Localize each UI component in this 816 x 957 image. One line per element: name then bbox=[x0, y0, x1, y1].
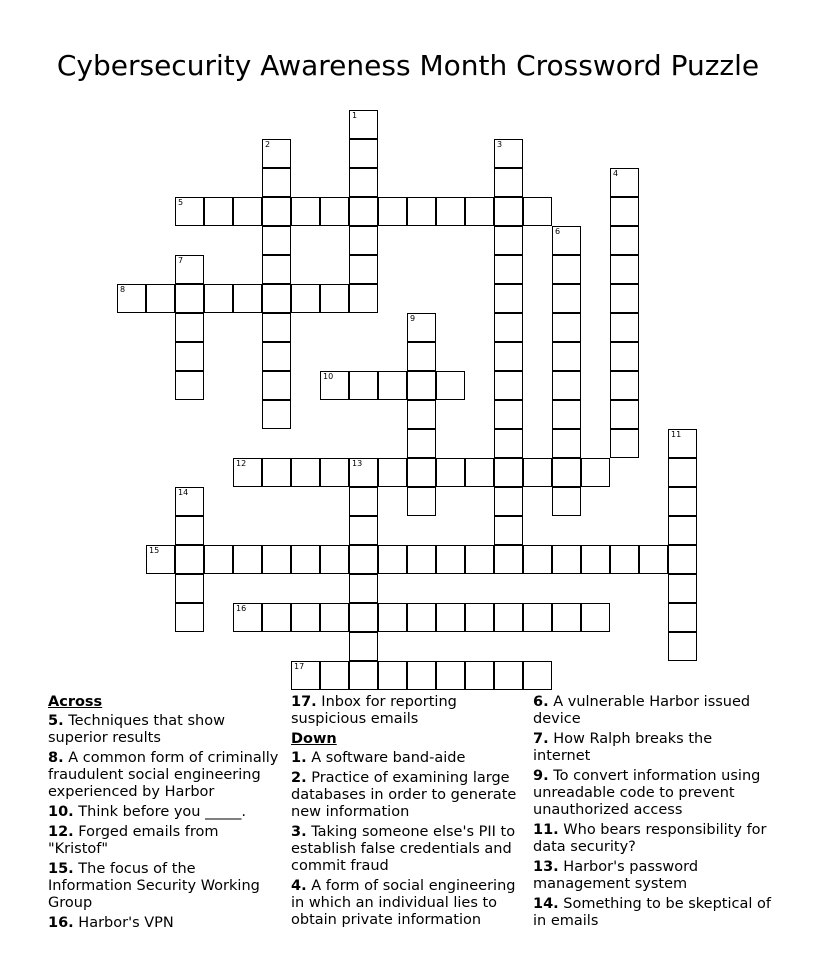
clue-number: 12 bbox=[236, 459, 247, 468]
crossword-cell[interactable] bbox=[523, 545, 552, 574]
crossword-cell[interactable] bbox=[262, 313, 291, 342]
crossword-cell[interactable] bbox=[349, 139, 378, 168]
clue-number: 8 bbox=[120, 285, 126, 294]
crossword-cell[interactable] bbox=[465, 458, 494, 487]
crossword-cell[interactable] bbox=[349, 168, 378, 197]
clue-across-16: 16. Harbor's VPN bbox=[48, 915, 174, 931]
crossword-cell[interactable] bbox=[175, 545, 204, 574]
crossword-cell[interactable] bbox=[407, 400, 436, 429]
crossword-cell[interactable] bbox=[436, 371, 465, 400]
clue-number: 14 bbox=[178, 488, 189, 497]
crossword-cell[interactable] bbox=[175, 342, 204, 371]
crossword-cell[interactable] bbox=[494, 284, 523, 313]
crossword-cell[interactable] bbox=[465, 545, 494, 574]
crossword-cell[interactable] bbox=[552, 371, 581, 400]
crossword-cell[interactable] bbox=[291, 545, 320, 574]
crossword-cell[interactable] bbox=[349, 603, 378, 632]
crossword-cell[interactable] bbox=[320, 458, 349, 487]
clue-down-13: 13. Harbor's password management system bbox=[533, 859, 699, 892]
crossword-cell[interactable] bbox=[494, 516, 523, 545]
clues-column-2 bbox=[291, 694, 517, 932]
clue-number: 2 bbox=[265, 140, 271, 149]
crossword-cell[interactable] bbox=[552, 545, 581, 574]
clue-number: 15 bbox=[149, 546, 160, 555]
clues-column-1 bbox=[48, 694, 280, 935]
crossword-cell[interactable] bbox=[494, 661, 523, 690]
crossword-cell[interactable] bbox=[668, 458, 697, 487]
crossword-cell[interactable] bbox=[610, 429, 639, 458]
crossword-cell[interactable] bbox=[378, 458, 407, 487]
page-title: Cybersecurity Awareness Month Crossword Puzzle bbox=[56, 49, 760, 82]
crossword-cell[interactable] bbox=[465, 197, 494, 226]
crossword-cell[interactable] bbox=[349, 458, 378, 487]
crossword-cell[interactable] bbox=[494, 545, 523, 574]
crossword-cell[interactable] bbox=[262, 371, 291, 400]
crossword-cell[interactable] bbox=[175, 197, 204, 226]
crossword-cell[interactable] bbox=[552, 226, 581, 255]
clue-across-15: 15. The focus of the Information Security Working Group bbox=[48, 861, 260, 911]
crossword-cell[interactable] bbox=[233, 197, 262, 226]
crossword-cell[interactable] bbox=[552, 255, 581, 284]
crossword-cell[interactable] bbox=[668, 545, 697, 574]
clue-across-10: 10. Think before you _____. bbox=[48, 804, 246, 820]
crossword-cell[interactable] bbox=[175, 574, 204, 603]
crossword-cell[interactable] bbox=[378, 661, 407, 690]
crossword-cell[interactable] bbox=[610, 226, 639, 255]
crossword-cell[interactable] bbox=[407, 313, 436, 342]
crossword-cell[interactable] bbox=[262, 139, 291, 168]
crossword-cell[interactable] bbox=[552, 342, 581, 371]
across-heading: Across bbox=[48, 694, 103, 710]
crossword-cell[interactable] bbox=[581, 545, 610, 574]
crossword-cell[interactable] bbox=[552, 313, 581, 342]
crossword-cell[interactable] bbox=[668, 429, 697, 458]
crossword-cell[interactable] bbox=[610, 313, 639, 342]
crossword-cell[interactable] bbox=[291, 458, 320, 487]
clue-number: 11 bbox=[671, 430, 682, 439]
clue-across-8: 8. A common form of criminally fraudulent social engineering experienced by Harbor bbox=[48, 750, 279, 800]
crossword-cell[interactable] bbox=[262, 603, 291, 632]
crossword-cell[interactable] bbox=[523, 661, 552, 690]
crossword-cell[interactable] bbox=[494, 371, 523, 400]
clue-number: 1 bbox=[352, 111, 358, 120]
crossword-cell[interactable] bbox=[494, 168, 523, 197]
crossword-cell[interactable] bbox=[523, 458, 552, 487]
clue-number: 6 bbox=[555, 227, 561, 236]
crossword-cell[interactable] bbox=[436, 458, 465, 487]
crossword-cell[interactable] bbox=[175, 603, 204, 632]
crossword-cell[interactable] bbox=[668, 516, 697, 545]
clue-number: 16 bbox=[236, 604, 247, 613]
clues-column-3 bbox=[533, 694, 773, 933]
crossword-cell[interactable] bbox=[320, 284, 349, 313]
crossword-cell[interactable] bbox=[552, 603, 581, 632]
crossword-cell[interactable] bbox=[262, 284, 291, 313]
crossword-cell[interactable] bbox=[349, 574, 378, 603]
crossword-cell[interactable] bbox=[465, 603, 494, 632]
crossword-cell[interactable] bbox=[291, 284, 320, 313]
crossword-cell[interactable] bbox=[204, 284, 233, 313]
crossword-cell[interactable] bbox=[581, 603, 610, 632]
crossword-cell[interactable] bbox=[610, 168, 639, 197]
clue-number: 9 bbox=[410, 314, 416, 323]
crossword-cell[interactable] bbox=[349, 255, 378, 284]
crossword-cell[interactable] bbox=[552, 284, 581, 313]
crossword-cell[interactable] bbox=[262, 226, 291, 255]
crossword-cell[interactable] bbox=[436, 661, 465, 690]
crossword-cell[interactable] bbox=[291, 661, 320, 690]
crossword-cell[interactable] bbox=[320, 661, 349, 690]
crossword-cell[interactable] bbox=[320, 197, 349, 226]
crossword-cell[interactable] bbox=[378, 197, 407, 226]
crossword-cell[interactable] bbox=[436, 197, 465, 226]
crossword-cell[interactable] bbox=[407, 603, 436, 632]
crossword-cell[interactable] bbox=[349, 371, 378, 400]
crossword-cell[interactable] bbox=[668, 574, 697, 603]
crossword-cell[interactable] bbox=[204, 197, 233, 226]
crossword-cell[interactable] bbox=[610, 255, 639, 284]
clue-down-2: 2. Practice of examining large databases in order to generate new information bbox=[291, 770, 517, 820]
crossword-cell[interactable] bbox=[262, 342, 291, 371]
crossword-cell[interactable] bbox=[610, 545, 639, 574]
crossword-cell[interactable] bbox=[668, 603, 697, 632]
crossword-cell[interactable] bbox=[233, 603, 262, 632]
clue-number: 4 bbox=[613, 169, 619, 178]
crossword-cell[interactable] bbox=[407, 197, 436, 226]
crossword-cell[interactable] bbox=[552, 458, 581, 487]
crossword-cell[interactable] bbox=[407, 545, 436, 574]
crossword-cell[interactable] bbox=[349, 632, 378, 661]
crossword-cell[interactable] bbox=[233, 545, 262, 574]
crossword-cell[interactable] bbox=[349, 545, 378, 574]
crossword-cell[interactable] bbox=[668, 487, 697, 516]
crossword-cell[interactable] bbox=[436, 545, 465, 574]
clue-down-4: 4. A form of social engineering in which an individual lies to obtain private information bbox=[291, 878, 516, 928]
crossword-cell[interactable] bbox=[552, 487, 581, 516]
crossword-cell[interactable] bbox=[581, 458, 610, 487]
clue-down-9: 9. To convert information using unreadable code to prevent unauthorized access bbox=[533, 768, 761, 818]
crossword-cell[interactable] bbox=[610, 197, 639, 226]
crossword-cell[interactable] bbox=[320, 545, 349, 574]
clue-number: 5 bbox=[178, 198, 184, 207]
crossword-cell[interactable] bbox=[378, 371, 407, 400]
clue-down-3: 3. Taking someone else's PII to establish false credentials and commit fraud bbox=[291, 824, 516, 874]
clue-number: 7 bbox=[178, 256, 184, 265]
crossword-cell[interactable] bbox=[349, 661, 378, 690]
crossword-cell[interactable] bbox=[175, 284, 204, 313]
crossword-cell[interactable] bbox=[494, 255, 523, 284]
crossword-cell[interactable] bbox=[494, 139, 523, 168]
clue-across-5: 5. Techniques that show superior results bbox=[48, 713, 225, 746]
crossword-cell[interactable] bbox=[262, 255, 291, 284]
crossword-cell[interactable] bbox=[610, 400, 639, 429]
crossword-cell[interactable] bbox=[610, 371, 639, 400]
crossword-cell[interactable] bbox=[436, 603, 465, 632]
crossword-cell[interactable] bbox=[407, 342, 436, 371]
down-heading: Down bbox=[291, 731, 337, 747]
crossword-cell[interactable] bbox=[378, 603, 407, 632]
crossword-cell[interactable] bbox=[349, 197, 378, 226]
crossword-cell[interactable] bbox=[407, 371, 436, 400]
crossword-cell[interactable] bbox=[146, 284, 175, 313]
clue-down-1: 1. A software band-aide bbox=[291, 750, 466, 766]
crossword-cell[interactable] bbox=[349, 284, 378, 313]
crossword-cell[interactable] bbox=[494, 603, 523, 632]
crossword-cell[interactable] bbox=[523, 197, 552, 226]
crossword-cell[interactable] bbox=[175, 255, 204, 284]
crossword-cell[interactable] bbox=[175, 313, 204, 342]
crossword-cell[interactable] bbox=[494, 487, 523, 516]
crossword-cell[interactable] bbox=[552, 429, 581, 458]
crossword-cell[interactable] bbox=[407, 429, 436, 458]
crossword-cell[interactable] bbox=[320, 371, 349, 400]
crossword-cell[interactable] bbox=[465, 661, 494, 690]
crossword-cell[interactable] bbox=[407, 487, 436, 516]
clue-number: 10 bbox=[323, 372, 334, 381]
crossword-cell[interactable] bbox=[262, 545, 291, 574]
clue-number: 3 bbox=[497, 140, 503, 149]
crossword-cell[interactable] bbox=[407, 458, 436, 487]
crossword-cell[interactable] bbox=[494, 197, 523, 226]
crossword-cell[interactable] bbox=[262, 400, 291, 429]
crossword-cell[interactable] bbox=[175, 516, 204, 545]
crossword-cell[interactable] bbox=[378, 545, 407, 574]
crossword-cell[interactable] bbox=[146, 545, 175, 574]
crossword-cell[interactable] bbox=[175, 371, 204, 400]
crossword-cell[interactable] bbox=[494, 313, 523, 342]
clue-down-6: 6. A vulnerable Harbor issued device bbox=[533, 694, 751, 727]
crossword-cell[interactable] bbox=[349, 487, 378, 516]
crossword-cell[interactable] bbox=[233, 458, 262, 487]
crossword-cell[interactable] bbox=[349, 226, 378, 255]
crossword-cell[interactable] bbox=[668, 632, 697, 661]
crossword-cell[interactable] bbox=[175, 487, 204, 516]
crossword-cell[interactable] bbox=[320, 603, 349, 632]
crossword-cell[interactable] bbox=[494, 429, 523, 458]
clue-across-12: 12. Forged emails from "Kristof" bbox=[48, 824, 219, 857]
clue-down-7: 7. How Ralph breaks the internet bbox=[533, 731, 713, 764]
crossword-cell[interactable] bbox=[291, 603, 320, 632]
crossword-cell[interactable] bbox=[262, 458, 291, 487]
crossword-cell[interactable] bbox=[523, 603, 552, 632]
crossword-cell[interactable] bbox=[262, 197, 291, 226]
crossword-cell[interactable] bbox=[639, 545, 668, 574]
crossword-cell[interactable] bbox=[494, 226, 523, 255]
crossword-cell[interactable] bbox=[262, 168, 291, 197]
crossword-cell[interactable] bbox=[610, 342, 639, 371]
crossword-cell[interactable] bbox=[349, 516, 378, 545]
crossword-cell[interactable] bbox=[494, 342, 523, 371]
crossword-cell[interactable] bbox=[233, 284, 262, 313]
crossword-cell[interactable] bbox=[610, 284, 639, 313]
crossword-cell[interactable] bbox=[204, 545, 233, 574]
clue-down-14: 14. Something to be skeptical of in emails bbox=[533, 896, 771, 929]
crossword-cell[interactable] bbox=[494, 400, 523, 429]
clue-across-17: 17. Inbox for reporting suspicious emails bbox=[291, 694, 457, 727]
crossword-cell[interactable] bbox=[117, 284, 146, 313]
clue-number: 17 bbox=[294, 662, 305, 671]
crossword-cell[interactable] bbox=[349, 110, 378, 139]
clue-down-11: 11. Who bears responsibility for data security? bbox=[533, 822, 767, 855]
crossword-cell[interactable] bbox=[494, 458, 523, 487]
clue-number: 13 bbox=[352, 459, 363, 468]
crossword-cell[interactable] bbox=[552, 400, 581, 429]
crossword-cell[interactable] bbox=[291, 197, 320, 226]
crossword-cell[interactable] bbox=[407, 661, 436, 690]
